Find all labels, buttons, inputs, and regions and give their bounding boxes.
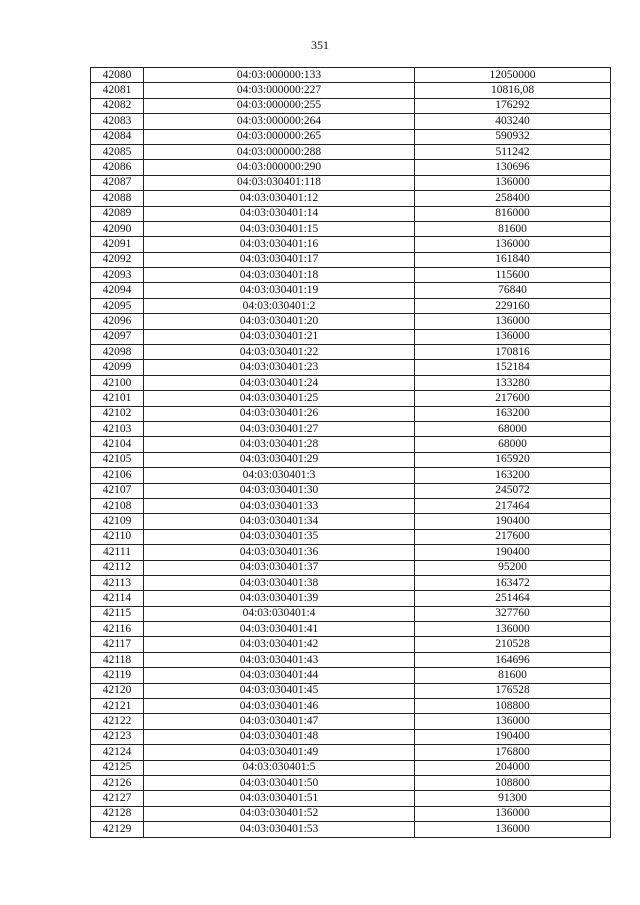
table-row (91, 683, 611, 698)
cadastral-number-cell: 04:03:030401:22 (144, 345, 415, 360)
row-number-cell: 42113 (91, 575, 144, 590)
value-cell: 327760 (415, 606, 611, 621)
cadastral-number-cell: 04:03:000000:264 (144, 114, 415, 129)
value-cell: 68000 (415, 421, 611, 436)
cadastral-number-cell: 04:03:030401:19 (144, 283, 415, 298)
table-row (91, 360, 611, 375)
cadastral-number-cell: 04:03:030401:29 (144, 452, 415, 467)
table-row (91, 514, 611, 529)
row-number-cell: 42109 (91, 514, 144, 529)
value-cell: 204000 (415, 760, 611, 775)
value-cell: 170816 (415, 345, 611, 360)
cadastral-number-cell: 04:03:030401:50 (144, 775, 415, 790)
row-number-cell: 42095 (91, 298, 144, 313)
value-cell: 217600 (415, 529, 611, 544)
cadastral-number-cell: 04:03:030401:27 (144, 421, 415, 436)
value-cell: 136000 (415, 314, 611, 329)
row-number-cell: 42126 (91, 775, 144, 790)
value-cell: 190400 (415, 729, 611, 744)
table-row (91, 714, 611, 729)
value-cell: 190400 (415, 514, 611, 529)
row-number-cell: 42116 (91, 622, 144, 637)
cadastral-number-cell: 04:03:030401:118 (144, 175, 415, 190)
row-number-cell: 42114 (91, 591, 144, 606)
row-number-cell: 42118 (91, 652, 144, 667)
table-row (91, 221, 611, 236)
table-row (91, 545, 611, 560)
row-number-cell: 42094 (91, 283, 144, 298)
cadastral-number-cell: 04:03:000000:227 (144, 83, 415, 98)
table-row (91, 345, 611, 360)
value-cell: 136000 (415, 175, 611, 190)
cadastral-number-cell: 04:03:030401:24 (144, 375, 415, 390)
row-number-cell: 42091 (91, 237, 144, 252)
value-cell: 217600 (415, 391, 611, 406)
value-cell: 152184 (415, 360, 611, 375)
value-cell: 816000 (415, 206, 611, 221)
table-row (91, 699, 611, 714)
cadastral-number-cell: 04:03:030401:20 (144, 314, 415, 329)
table-row (91, 668, 611, 683)
table-row (91, 591, 611, 606)
row-number-cell: 42106 (91, 468, 144, 483)
table-row (91, 298, 611, 313)
value-cell: 176800 (415, 745, 611, 760)
value-cell: 511242 (415, 144, 611, 159)
value-cell: 76840 (415, 283, 611, 298)
cadastral-value-table (90, 67, 611, 838)
row-number-cell: 42084 (91, 129, 144, 144)
value-cell: 108800 (415, 775, 611, 790)
row-number-cell: 42096 (91, 314, 144, 329)
cadastral-number-cell: 04:03:030401:46 (144, 699, 415, 714)
table-row (91, 652, 611, 667)
page-number: 351 (311, 38, 329, 52)
table-row (91, 806, 611, 821)
table-row (91, 98, 611, 113)
table-row (91, 606, 611, 621)
cadastral-number-cell: 04:03:030401:45 (144, 683, 415, 698)
table-row (91, 745, 611, 760)
table-row (91, 437, 611, 452)
table-row (91, 560, 611, 575)
value-cell: 136000 (415, 329, 611, 344)
value-cell: 136000 (415, 622, 611, 637)
table-row (91, 498, 611, 513)
row-number-cell: 42089 (91, 206, 144, 221)
value-cell: 10816,08 (415, 83, 611, 98)
table-row (91, 314, 611, 329)
value-cell: 176528 (415, 683, 611, 698)
value-cell: 108800 (415, 699, 611, 714)
table-row (91, 622, 611, 637)
value-cell: 95200 (415, 560, 611, 575)
cadastral-number-cell: 04:03:030401:36 (144, 545, 415, 560)
row-number-cell: 42088 (91, 191, 144, 206)
table-row (91, 529, 611, 544)
table-row (91, 114, 611, 129)
value-cell: 176292 (415, 98, 611, 113)
cadastral-number-cell: 04:03:030401:48 (144, 729, 415, 744)
value-cell: 165920 (415, 452, 611, 467)
value-cell: 136000 (415, 822, 611, 837)
row-number-cell: 42117 (91, 637, 144, 652)
cadastral-number-cell: 04:03:000000:265 (144, 129, 415, 144)
table-row (91, 791, 611, 806)
table-row (91, 83, 611, 98)
row-number-cell: 42097 (91, 329, 144, 344)
table-row (91, 175, 611, 190)
table-row (91, 760, 611, 775)
row-number-cell: 42127 (91, 791, 144, 806)
table-row (91, 406, 611, 421)
table-row (91, 252, 611, 267)
table-row (91, 191, 611, 206)
cadastral-number-cell: 04:03:030401:28 (144, 437, 415, 452)
table-row (91, 822, 611, 837)
row-number-cell: 42119 (91, 668, 144, 683)
value-cell: 217464 (415, 498, 611, 513)
value-cell: 81600 (415, 668, 611, 683)
table-row (91, 775, 611, 790)
value-cell: 136000 (415, 237, 611, 252)
row-number-cell: 42100 (91, 375, 144, 390)
row-number-cell: 42086 (91, 160, 144, 175)
row-number-cell: 42125 (91, 760, 144, 775)
cadastral-number-cell: 04:03:030401:4 (144, 606, 415, 621)
cadastral-number-cell: 04:03:030401:18 (144, 268, 415, 283)
cadastral-number-cell: 04:03:030401:5 (144, 760, 415, 775)
table-row (91, 729, 611, 744)
row-number-cell: 42104 (91, 437, 144, 452)
cadastral-number-cell: 04:03:030401:14 (144, 206, 415, 221)
cadastral-number-cell: 04:03:030401:25 (144, 391, 415, 406)
value-cell: 590932 (415, 129, 611, 144)
row-number-cell: 42081 (91, 83, 144, 98)
value-cell: 210528 (415, 637, 611, 652)
cadastral-number-cell: 04:03:030401:42 (144, 637, 415, 652)
value-cell: 91300 (415, 791, 611, 806)
cadastral-number-cell: 04:03:000000:290 (144, 160, 415, 175)
row-number-cell: 42099 (91, 360, 144, 375)
cadastral-number-cell: 04:03:030401:33 (144, 498, 415, 513)
row-number-cell: 42085 (91, 144, 144, 159)
cadastral-number-cell: 04:03:030401:26 (144, 406, 415, 421)
row-number-cell: 42101 (91, 391, 144, 406)
table-row (91, 575, 611, 590)
cadastral-number-cell: 04:03:030401:39 (144, 591, 415, 606)
table-row (91, 283, 611, 298)
value-cell: 136000 (415, 806, 611, 821)
cadastral-number-cell: 04:03:030401:23 (144, 360, 415, 375)
row-number-cell: 42112 (91, 560, 144, 575)
table-row (91, 637, 611, 652)
table-row (91, 129, 611, 144)
row-number-cell: 42093 (91, 268, 144, 283)
row-number-cell: 42120 (91, 683, 144, 698)
value-cell: 229160 (415, 298, 611, 313)
value-cell: 130696 (415, 160, 611, 175)
cadastral-number-cell: 04:03:000000:133 (144, 68, 415, 83)
row-number-cell: 42108 (91, 498, 144, 513)
cadastral-number-cell: 04:03:030401:37 (144, 560, 415, 575)
row-number-cell: 42107 (91, 483, 144, 498)
row-number-cell: 42102 (91, 406, 144, 421)
cadastral-number-cell: 04:03:030401:44 (144, 668, 415, 683)
cadastral-number-cell: 04:03:030401:41 (144, 622, 415, 637)
table-row (91, 421, 611, 436)
cadastral-number-cell: 04:03:030401:43 (144, 652, 415, 667)
value-cell: 68000 (415, 437, 611, 452)
row-number-cell: 42122 (91, 714, 144, 729)
row-number-cell: 42080 (91, 68, 144, 83)
table-row (91, 329, 611, 344)
table-row (91, 468, 611, 483)
table-row (91, 375, 611, 390)
table-row (91, 160, 611, 175)
table-row (91, 483, 611, 498)
cadastral-number-cell: 04:03:030401:52 (144, 806, 415, 821)
cadastral-number-cell: 04:03:030401:34 (144, 514, 415, 529)
cadastral-number-cell: 04:03:030401:2 (144, 298, 415, 313)
row-number-cell: 42103 (91, 421, 144, 436)
row-number-cell: 42092 (91, 252, 144, 267)
value-cell: 245072 (415, 483, 611, 498)
cadastral-number-cell: 04:03:030401:35 (144, 529, 415, 544)
cadastral-number-cell: 04:03:000000:255 (144, 98, 415, 113)
row-number-cell: 42111 (91, 545, 144, 560)
table-row (91, 391, 611, 406)
row-number-cell: 42124 (91, 745, 144, 760)
value-cell: 161840 (415, 252, 611, 267)
table-row (91, 237, 611, 252)
value-cell: 163200 (415, 406, 611, 421)
row-number-cell: 42082 (91, 98, 144, 113)
value-cell: 258400 (415, 191, 611, 206)
cadastral-number-cell: 04:03:030401:53 (144, 822, 415, 837)
cadastral-number-cell: 04:03:030401:17 (144, 252, 415, 267)
value-cell: 12050000 (415, 68, 611, 83)
cadastral-number-cell: 04:03:030401:49 (144, 745, 415, 760)
row-number-cell: 42087 (91, 175, 144, 190)
cadastral-number-cell: 04:03:030401:12 (144, 191, 415, 206)
cadastral-number-cell: 04:03:030401:3 (144, 468, 415, 483)
value-cell: 163472 (415, 575, 611, 590)
cadastral-number-cell: 04:03:030401:51 (144, 791, 415, 806)
row-number-cell: 42129 (91, 822, 144, 837)
row-number-cell: 42110 (91, 529, 144, 544)
row-number-cell: 42121 (91, 699, 144, 714)
cadastral-number-cell: 04:03:000000:288 (144, 144, 415, 159)
table-body (91, 68, 611, 838)
row-number-cell: 42128 (91, 806, 144, 821)
value-cell: 81600 (415, 221, 611, 236)
value-cell: 403240 (415, 114, 611, 129)
value-cell: 133280 (415, 375, 611, 390)
value-cell: 136000 (415, 714, 611, 729)
cadastral-number-cell: 04:03:030401:15 (144, 221, 415, 236)
value-cell: 164696 (415, 652, 611, 667)
cadastral-number-cell: 04:03:030401:16 (144, 237, 415, 252)
row-number-cell: 42090 (91, 221, 144, 236)
cadastral-number-cell: 04:03:030401:38 (144, 575, 415, 590)
cadastral-number-cell: 04:03:030401:21 (144, 329, 415, 344)
row-number-cell: 42105 (91, 452, 144, 467)
table-row (91, 206, 611, 221)
cadastral-number-cell: 04:03:030401:47 (144, 714, 415, 729)
cadastral-number-cell: 04:03:030401:30 (144, 483, 415, 498)
row-number-cell: 42123 (91, 729, 144, 744)
row-number-cell: 42083 (91, 114, 144, 129)
row-number-cell: 42115 (91, 606, 144, 621)
row-number-cell: 42098 (91, 345, 144, 360)
value-cell: 115600 (415, 268, 611, 283)
table-row (91, 144, 611, 159)
value-cell: 190400 (415, 545, 611, 560)
value-cell: 163200 (415, 468, 611, 483)
table-row (91, 68, 611, 83)
table-row (91, 268, 611, 283)
value-cell: 251464 (415, 591, 611, 606)
table-row (91, 452, 611, 467)
